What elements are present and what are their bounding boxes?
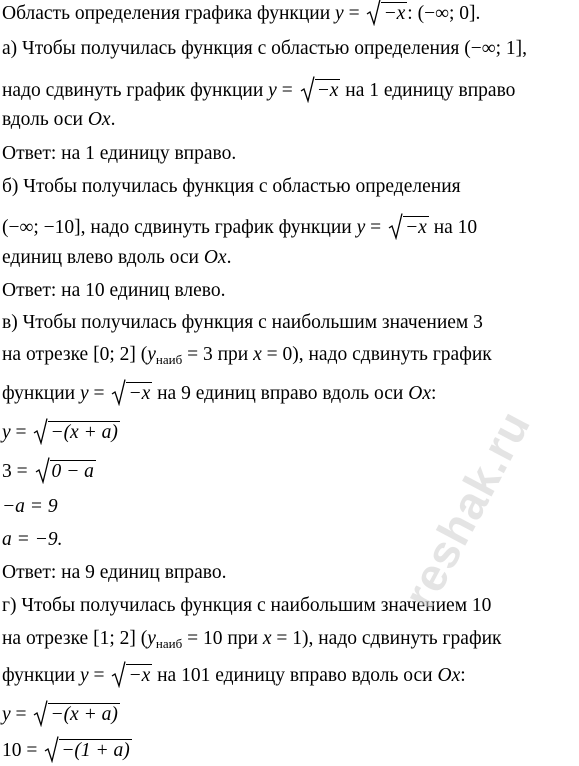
- radical-sign: [111, 660, 126, 688]
- line-b3: единиц влево вдоль оси Ox.: [2, 247, 232, 268]
- line-v5: 3 = 0 − a: [2, 460, 96, 484]
- sqrt: −(1 + a): [44, 739, 132, 763]
- radical-sign: [300, 75, 315, 103]
- line-a3: вдоль оси Ox.: [2, 109, 116, 130]
- sqrt: −x: [111, 664, 152, 688]
- line-v7: a = −9.: [2, 529, 63, 550]
- line-v3: функции y = −x на 9 единиц вправо вдоль оси Ox:: [2, 382, 436, 406]
- sqrt: −(x + a): [33, 703, 119, 727]
- sqrt: −x: [111, 382, 152, 406]
- line-b1: б) Чтобы получилась функция с областью определения: [2, 176, 461, 197]
- line-a2: надо сдвинуть график функции y = −x на 1 единицу вправо: [2, 79, 515, 103]
- line-g5: 10 = −(1 + a): [2, 739, 132, 763]
- radical-sign: [388, 212, 403, 240]
- line-g4: y = −(x + a): [2, 703, 120, 727]
- sqrt: −x: [366, 2, 407, 26]
- line-g2: на отрезке [1; 2] ($y_{наиб} = 10$ при x = 1), надо сдвинуть график: [2, 628, 502, 651]
- line-v8: Ответ: на 9 единиц вправо.: [2, 562, 227, 583]
- line-domain: Область определения графика функции y = −x : (−∞; 0].: [2, 2, 480, 26]
- sqrt: −x: [300, 79, 341, 103]
- line-v2: на отрезке [0; 2] ($y_{наиб} = 3$ при x = 0), надо сдвинуть график: [2, 344, 492, 367]
- sqrt: 0 − a: [35, 460, 96, 484]
- radical-sign: [33, 699, 48, 727]
- line-g1: г) Чтобы получилась функция с наибольшим значением 10: [2, 595, 492, 616]
- line-a4: Ответ: на 1 единицу вправо.: [2, 143, 237, 164]
- line-a1: а) Чтобы получилась функция с областью определения (−∞; 1],: [2, 38, 528, 59]
- watermark: reshak.ru: [392, 401, 541, 617]
- radical-sign: [33, 417, 48, 445]
- line-v4: y = −(x + a): [2, 421, 120, 445]
- line-b2: (−∞; −10], надо сдвинуть график функции y = −x на 10: [2, 216, 477, 240]
- radical-sign: [366, 0, 381, 26]
- line-v6: −a = 9: [2, 496, 58, 517]
- sqrt: −(x + a): [33, 421, 119, 445]
- sqrt: −x: [388, 216, 429, 240]
- line-v1: в) Чтобы получилась функция с наибольшим значением 3: [2, 312, 483, 333]
- line-b4: Ответ: на 10 единиц влево.: [2, 280, 226, 301]
- radical-sign: [111, 378, 126, 406]
- radical-sign: [44, 735, 59, 763]
- radical-sign: [35, 456, 50, 484]
- line-g3: функции y = −x на 101 единицу вправо вдоль оси Ox:: [2, 664, 466, 688]
